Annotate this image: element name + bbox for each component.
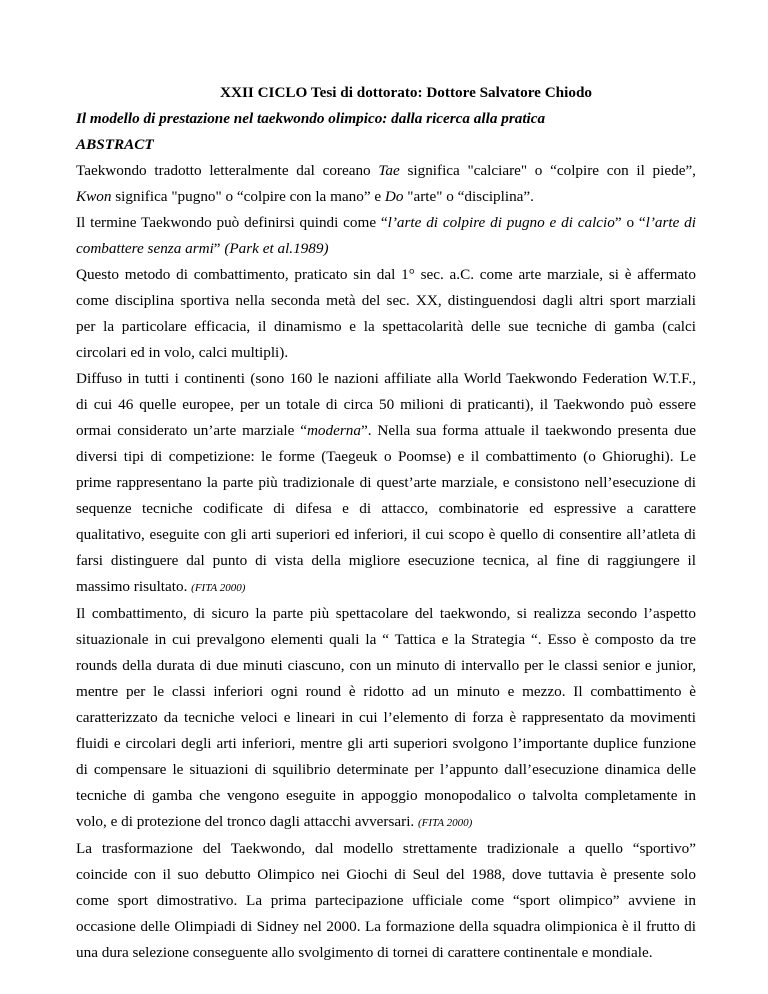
- text-line: occasione delle Olimpiadi di Sidney nel 2000. La formazione della squadra olimpionica è il frutto di: [76, 918, 696, 935]
- text-line: una dura selezione conseguente allo svolgimento di tornei di carattere continentale e mondiale.: [76, 944, 653, 961]
- text-line: di compensare le situazioni di squilibrio determinate per l’appunto dall’esecuzione dinamica delle: [76, 761, 696, 778]
- citation: (FITA 2000): [418, 817, 473, 829]
- text-line: Il combattimento, di sicuro la parte più spettacolare del taekwondo, si realizza secondo l’aspetto: [76, 605, 696, 622]
- text-line: coincide con il suo debutto Olimpico nei Giochi di Seul del 1988, dove tuttavia è presente solo: [76, 866, 696, 883]
- text-line: circolari ed in volo, calci multipli).: [76, 344, 289, 361]
- paragraph-olympic: [76, 836, 696, 966]
- text-line: Questo metodo di combattimento, praticato sin dal 1° sec. a.C. come arte marziale, si è affermato: [76, 266, 696, 283]
- text-line: Taekwondo tradotto letteralmente dal coreano Tae significa "calciare" o “colpire con il piede”,: [76, 162, 696, 179]
- text-line: sequenze tecniche codificate di difesa e di attacco, combinatorie ed espressive a carattere: [76, 500, 696, 517]
- paragraph-definition: [76, 210, 696, 262]
- text-line: farsi distinguere dal punto di vista della migliore esecuzione tecnica, al fine di raggiungere il: [76, 552, 696, 569]
- thesis-title: Il modello di prestazione nel taekwondo olimpico: dalla ricerca alla pratica: [76, 110, 546, 127]
- paragraph-diffusion: [76, 366, 696, 601]
- paragraph-combat: [76, 601, 696, 836]
- text-line: Il termine Taekwondo può definirsi quindi come “l’arte di colpire di pugno e di calcio” o “l’arte di: [76, 214, 696, 231]
- abstract-label: ABSTRACT: [76, 136, 154, 153]
- text-line: qualitativo, eseguite con gli arti superiori ed inferiori, il cui scopo è quello di consentire all’atleta di: [76, 526, 696, 543]
- text-line: situazionale in cui prevalgono elementi quali la “ Tattica e la Strategia “. Esso è composto da tre: [76, 631, 696, 648]
- text-line: combattere senza armi” (Park et al.1989): [76, 240, 329, 257]
- text-line: Kwon significa "pugno" o “colpire con la mano” e Do "arte" o “disciplina”.: [76, 188, 534, 205]
- text-line: ormai considerato un’arte marziale “moderna”. Nella sua forma attuale il taekwondo presenta due: [76, 422, 697, 439]
- document-heading: XXII CICLO Tesi di dottorato: Dottore Salvatore Chiodo: [220, 84, 592, 101]
- text-line: mentre per le classi inferiori ogni round è ridotto ad un minuto e mezzo. Il combattimento è: [76, 683, 696, 700]
- text-line: Diffuso in tutti i continenti (sono 160 le nazioni affiliate alla World Taekwondo Federation W.T.F.,: [76, 370, 696, 387]
- text-line: per la particolare efficacia, il dinamismo e la spettacolarità delle sue tecniche di gamba (calci: [76, 318, 696, 335]
- citation: (FITA 2000): [191, 582, 246, 594]
- text-line: diversi tipi di competizione: le forme (Taegeuk o Poomse) e il combattimento (o Ghiorughi). Le: [76, 448, 696, 465]
- text-line: tecniche di gamba che vengono eseguite in appoggio monopodalico o talvolta completamente in: [76, 787, 696, 804]
- text-line: volo, e di protezione del tronco dagli attacchi avversari. (FITA 2000): [76, 813, 473, 830]
- text-line: prime rappresentano la parte più tradizionale di quest’arte marziale, e consistono nell’esecuzione di: [76, 474, 696, 491]
- text-line: come sport dimostrativo. La prima partecipazione ufficiale come “sport olimpico” avviene in: [76, 892, 696, 909]
- text-line: La trasformazione del Taekwondo, dal modello strettamente tradizionale a quello “sportivo”: [76, 840, 696, 857]
- text-line: di cui 46 quelle europee, per un totale di circa 50 milioni di praticanti), il Taekwondo può essere: [76, 396, 696, 413]
- paragraph-history: [76, 262, 696, 366]
- paragraph-etymology: [76, 158, 696, 210]
- text-line: fluidi e circolari degli arti inferiori, mentre gli arti superiori svolgono l’importante duplice funzione: [76, 735, 696, 752]
- text-line: come disciplina sportiva nella seconda metà del sec. XX, distinguendosi dagli altri sport marziali: [76, 292, 696, 309]
- text-line: caratterizzato da tecniche veloci e lineari in cui l’elemento di forza è rappresentato da movimenti: [76, 709, 696, 726]
- text-line: rounds della durata di due minuti ciascuno, con un minuto di intervallo per le classi senior e junior,: [76, 657, 696, 674]
- document-page: [76, 80, 696, 966]
- text-line: massimo risultato. (FITA 2000): [76, 578, 246, 595]
